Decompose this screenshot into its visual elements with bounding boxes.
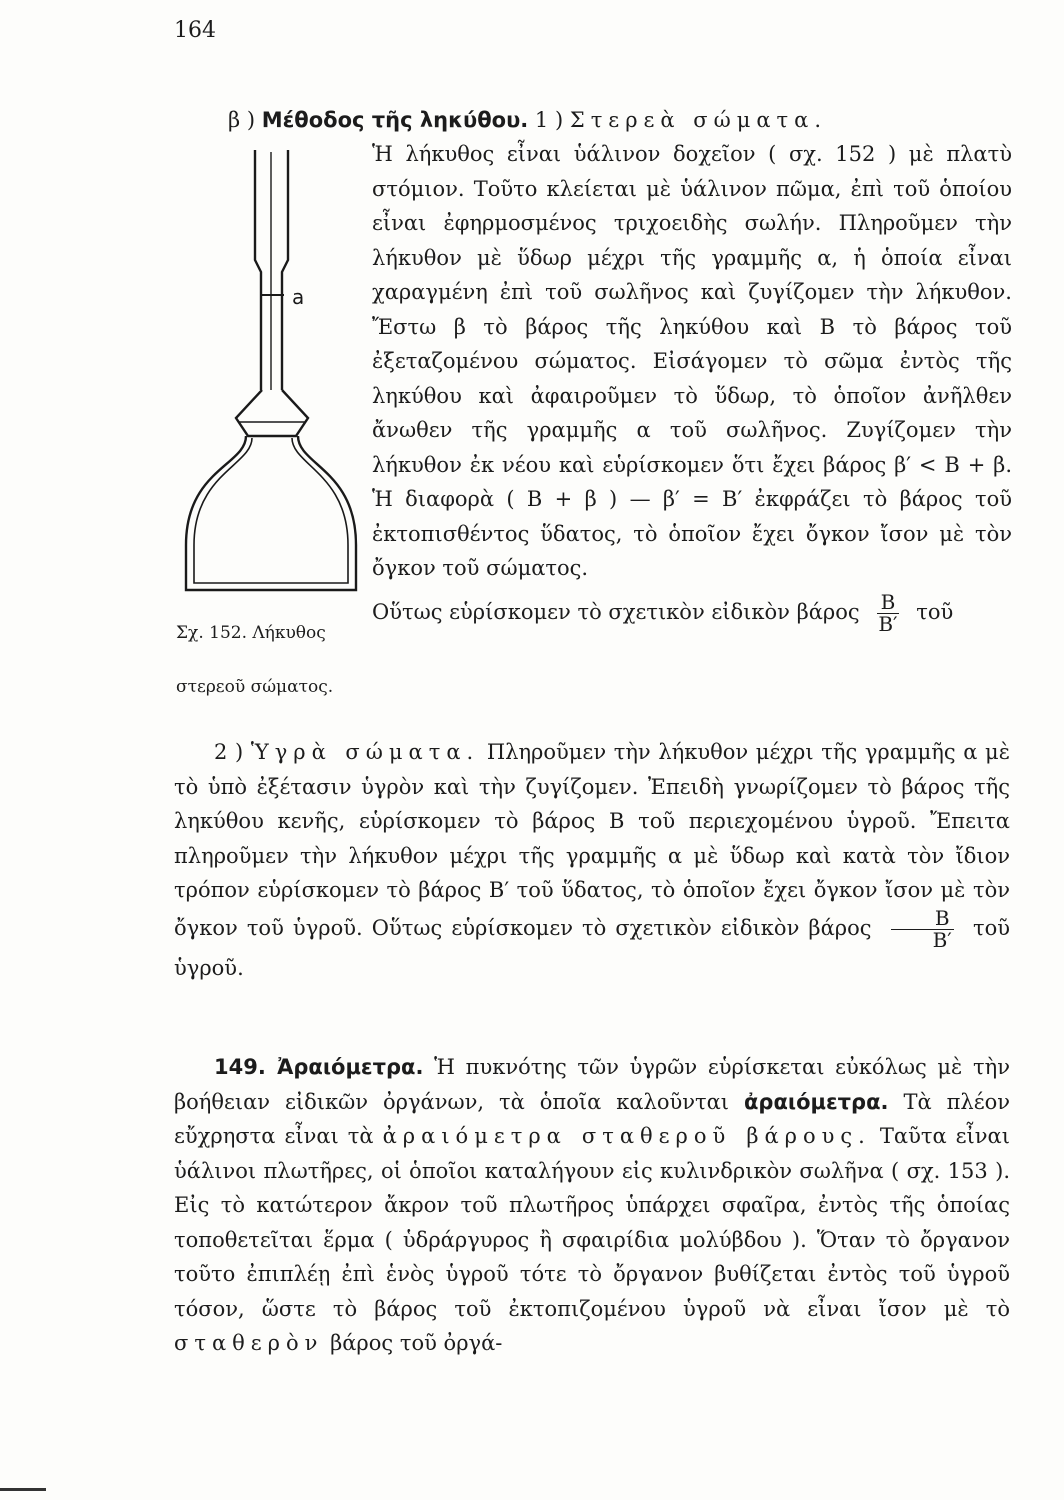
flask-body-inner <box>194 438 348 583</box>
tube-right-wall <box>282 150 288 390</box>
page-number: 164 <box>174 18 216 43</box>
para1-title: Μέθοδος τῆς ληκύθου. <box>261 108 529 132</box>
tube-left-wall <box>255 150 261 390</box>
para1-marker: β ) <box>228 108 256 132</box>
para1-conclusion-post: τοῦ <box>916 599 954 624</box>
para3-title: 149. Ἀραιόμετρα. <box>214 1055 424 1079</box>
para2-end: τοῦ ὑγροῦ. <box>174 915 1010 980</box>
para3-text1: Ἡ πυκνότης τῶν ὑγρῶν εὑρίσκεται εὐκόλως μὲ τὴν βοήθειαν εἰδικῶν ὀργάνων, τὰ ὁποῖα καλοῦνται <box>174 1055 1010 1114</box>
para3-body <box>174 1050 1010 1361</box>
para1-body: Ἡ λήκυθος εἶναι ὑάλινον δοχεῖον ( σχ. 152 ) μὲ πλατὺ στόμιον. Τοῦτο κλείεται μὲ ὑάλινον πῶμα, ἐπὶ τοῦ ὁποίου εἶναι ἐφηρμοσμένος τριχοειδὴς σωλήν. Πληροῦμεν τὴν λήκυθον μὲ ὕδωρ μέχρι τῆς γραμμῆς α, ἡ ὁποία εἶναι χαραγμένη ἐπὶ τοῦ σωλῆνος καὶ ζυγίζομεν τὴν λήκυθον. Ἔστω β τὸ βάρος τῆς ληκύθου καὶ Β τὸ βάρος τοῦ ἐξεταζομένου σώματος. Εἰσάγομεν τὸ σῶμα ἐντὸς τῆς ληκύθου καὶ ἀφαιροῦμεν τὸ ὕδωρ, τὸ ὁποῖον ἀνῆλθεν ἄνωθεν τῆς γραμμῆς α τοῦ σωλῆνος. Ζυγίζομεν τὴν λήκυθον ἐκ νέου καὶ εὑρίσκομεν ὅτι ἔχει βάρος β′ < Β + β. Ἡ διαφορὰ ( Β + β ) — β′ = Β′ ἐκφράζει τὸ βάρος τοῦ ἐκτοπισθέντος ὕδατος, τὸ ὁποῖον ἔχει ὄγκον ἴσον μὲ τὸν ὄγκον τοῦ σώματος. <box>372 142 1012 580</box>
fraction-denominator: Β′ <box>932 927 952 952</box>
para3-text4: βάρος τοῦ ὀργά- <box>330 1331 503 1355</box>
section-liquids <box>174 735 1010 985</box>
stopper <box>236 390 308 436</box>
para2-text: Πληροῦμεν τὴν λήκυθον μέχρι τῆς γραμμῆς α μὲ τὸ ὑπὸ ἐξέτασιν ὑγρὸν καὶ τὴν ζυγίζομεν. Ἐπειδὴ γνωρίζομεν τὸ βάρος τῆς ληκύθου κενῆς, εὑρίσκομεν τὸ βάρος Β τοῦ περιεχομένου ὑγροῦ. Ἔπειτα πληροῦμεν τὴν λήκυθον μέχρι τῆς γραμμῆς α μὲ ὕδωρ καὶ κατὰ τὸν ἴδιον τρόπον εὑρίσκομεν τὸ βάρος Β′ τοῦ ὕδατος, τὸ ὁποῖον ἔχει ὄγκον ἴσον μὲ τὸν ὄγκον τοῦ ὑγροῦ. Οὕτως εὑρίσκομεν τὸ σχετικὸν εἰδικὸν βάρος <box>174 740 1010 940</box>
figure-caption-line1: Σχ. 152. Λήκυθος <box>176 623 326 643</box>
figure-caption-line2: στερεοῦ σώματος. <box>176 677 334 697</box>
para3-spaced-term2: σταθερὸν <box>174 1331 324 1355</box>
para2-sub-title: Ὑγρὰ σώματα. <box>250 740 480 764</box>
scan-mark <box>0 1488 46 1491</box>
para2-sub-num: 2 ) <box>214 740 244 764</box>
para3-text3: Ταῦτα εἶναι ὑάλινοι πλωτῆρες, οἱ ὁποῖοι καταλήγουν εἰς κυλινδρικὸν σωλῆνα ( σχ. 153 ). Εἰς τὸ κατώτερον ἄκρον τοῦ πλωτῆρος ὑπάρχει σφαῖρα, ἐντὸς τῆς ὁποίας τοποθετεῖται ἕρμα ( ὑδράργυρος ἢ σφαιρίδια μολύβδου ). Ὅταν τὸ ὄργανον τοῦτο ἐπιπλέῃ ἐπὶ ἑνὸς ὑγροῦ τότε τὸ ὄργανον βυθίζεται ἐντὸς τοῦ ὑγροῦ τόσον, ὥστε τὸ βάρος τοῦ ἐκτοπιζομένου ὑγροῦ νὰ εἶναι ἴσον μὲ τὸ <box>174 1124 1010 1321</box>
para3-text2: Τὰ πλέον εὔχρηστα εἶναι τὰ <box>174 1089 1010 1148</box>
para3-spaced-term: ἀραιόμετρα σταθεροῦ βάρους. <box>382 1124 871 1148</box>
fraction-liquid <box>889 905 956 952</box>
para1-sub-title: Στερεὰ σώματα. <box>569 108 828 132</box>
fraction-denominator: Β′ <box>878 611 898 636</box>
mark-label-a: a <box>292 285 305 309</box>
section-149-hydrometers <box>174 1050 1010 1361</box>
fraction-specific-weight <box>874 589 901 636</box>
para1-body-block <box>372 137 1012 635</box>
para1-conclusion <box>372 589 1012 636</box>
flask-body-outer <box>186 436 356 590</box>
fraction-numerator: Β <box>891 908 954 930</box>
section-method-lekythos <box>228 103 1010 138</box>
flask-illustration <box>180 140 380 610</box>
fraction-numerator: Β <box>877 592 900 614</box>
para2-body <box>174 735 1010 985</box>
para1-conclusion-pre: Οὕτως εὑρίσκομεν τὸ σχετικὸν εἰδικὸν βάρος <box>372 599 860 624</box>
figure-caption <box>176 606 386 714</box>
para3-bold-term: ἀραιόμετρα. <box>744 1089 889 1114</box>
para1-heading <box>228 103 1010 138</box>
flask-figure <box>180 140 380 610</box>
para1-sub-num: 1 ) <box>534 108 564 132</box>
